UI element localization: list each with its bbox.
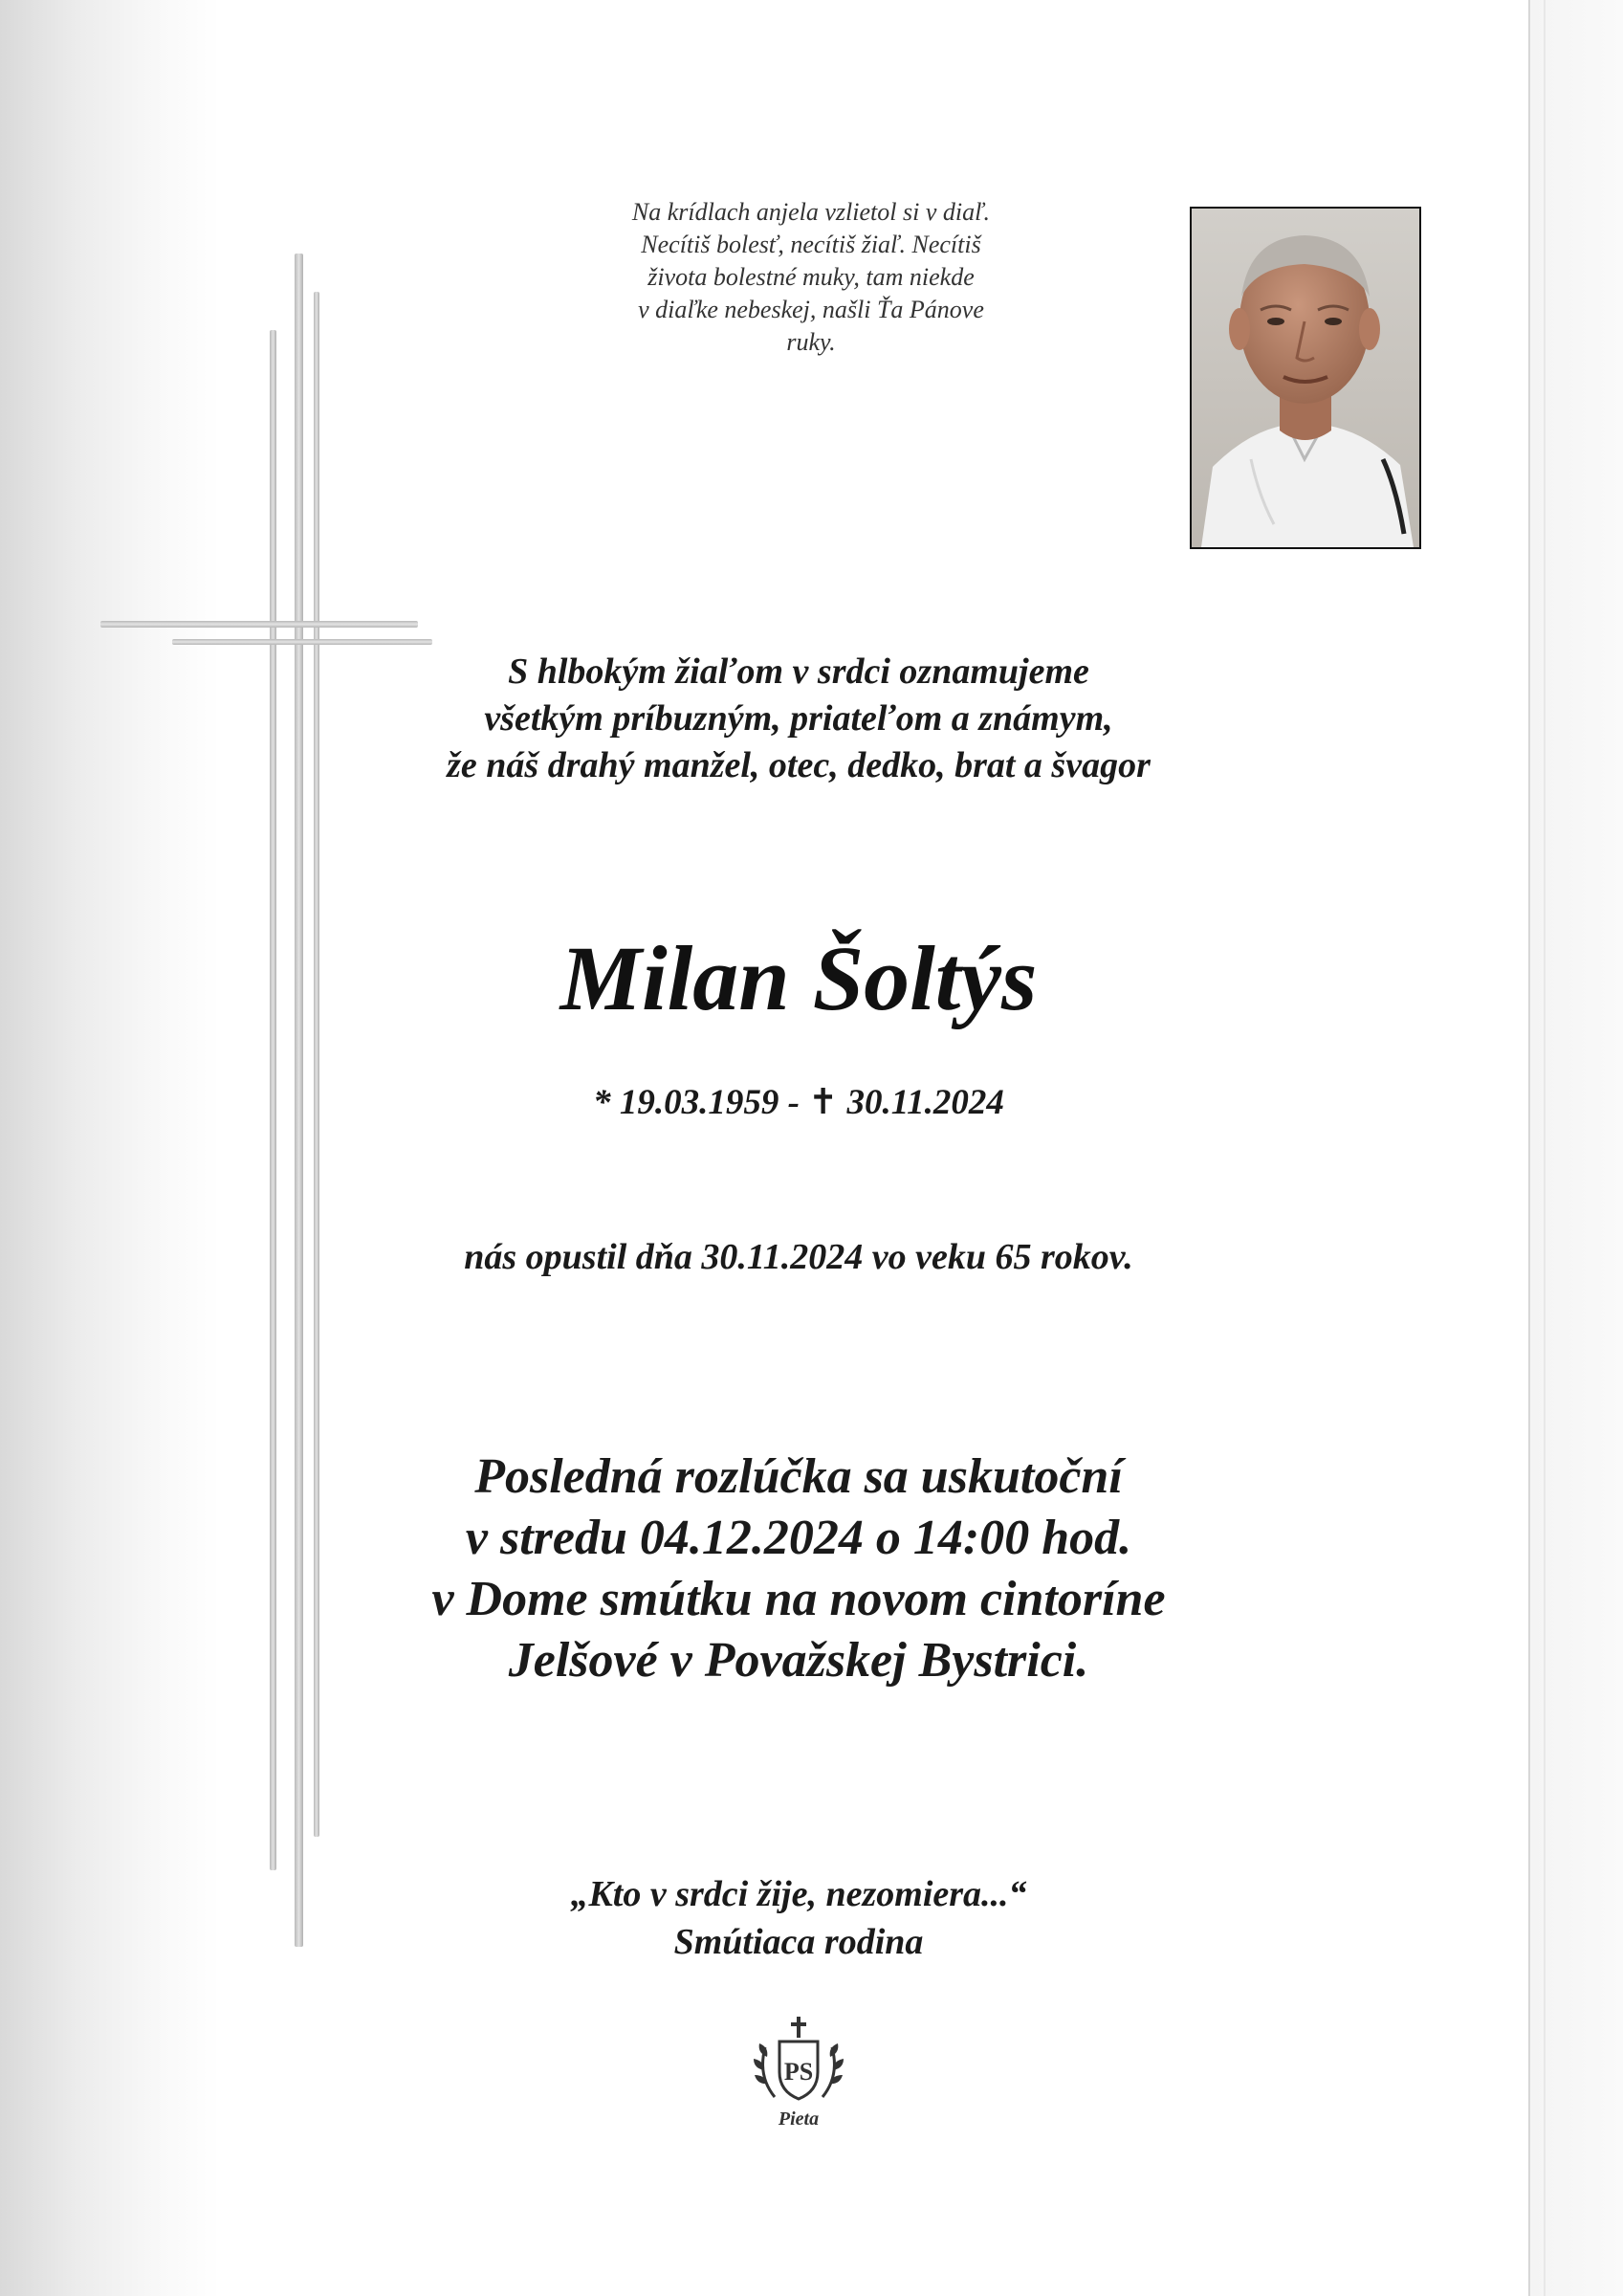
poem-line: v diaľke nebeskej, našli Ťa Pánove <box>638 296 984 323</box>
funeral-line: v Dome smútku na novom cintoríne <box>431 1572 1166 1626</box>
pieta-emblem <box>746 2009 851 2114</box>
portrait-image <box>1192 209 1419 547</box>
funeral-line: Jelšové v Považskej Bystrici. <box>508 1633 1089 1688</box>
page-right-edge <box>1528 0 1623 2296</box>
cross-vertical-left <box>270 330 276 1870</box>
closing-quote: „Kto v srdci žije, nezomiera...“ <box>570 1874 1027 1914</box>
announcement-line: S hlbokým žiaľom v srdci oznamujeme <box>508 651 1089 692</box>
poem-verse <box>562 196 1060 359</box>
announcement-line: že náš drahý manžel, otec, dedko, brat a švagor <box>447 745 1151 785</box>
pieta-logo-icon <box>746 2009 851 2124</box>
death-date: 30.11.2024 <box>846 1083 1004 1122</box>
closing-block <box>316 1870 1282 1966</box>
poem-line: Necítiš bolesť, necítiš žiaľ. Necítiš <box>641 231 981 258</box>
funeral-line: v stredu 04.12.2024 o 14:00 hod. <box>465 1511 1132 1565</box>
logo-monogram: PS <box>783 2058 814 2086</box>
birth-date: * 19.03.1959 - <box>593 1083 800 1122</box>
cross-horizontal-top <box>100 621 418 628</box>
portrait-photo <box>1190 207 1421 549</box>
announcement-text <box>316 649 1282 789</box>
page-left-shadow <box>0 0 220 2296</box>
poem-line: Na krídlach anjela vzlietol si v diaľ. <box>631 198 991 226</box>
funeral-line: Posledná rozlúčka sa uskutoční <box>474 1449 1123 1504</box>
cross-horizontal-bottom <box>172 639 432 645</box>
deceased-name: Milan Šoltýs <box>559 927 1038 1029</box>
death-cross-icon: ✝ <box>808 1083 839 1122</box>
poem-line: ruky. <box>786 328 836 356</box>
cross-vertical-main <box>295 254 303 1947</box>
life-dates <box>316 1081 1282 1125</box>
poem-line: života bolestné muky, tam niekde <box>647 263 975 291</box>
announcement-line: všetkým príbuzným, priateľom a známym, <box>484 698 1113 739</box>
funeral-details <box>316 1446 1282 1691</box>
logo-caption: Pieta <box>778 2108 820 2130</box>
family-signature: Smútiaca rodina <box>673 1922 924 1962</box>
passed-away-text: nás opustil dňa 30.11.2024 vo veku 65 rokov. <box>464 1237 1133 1277</box>
